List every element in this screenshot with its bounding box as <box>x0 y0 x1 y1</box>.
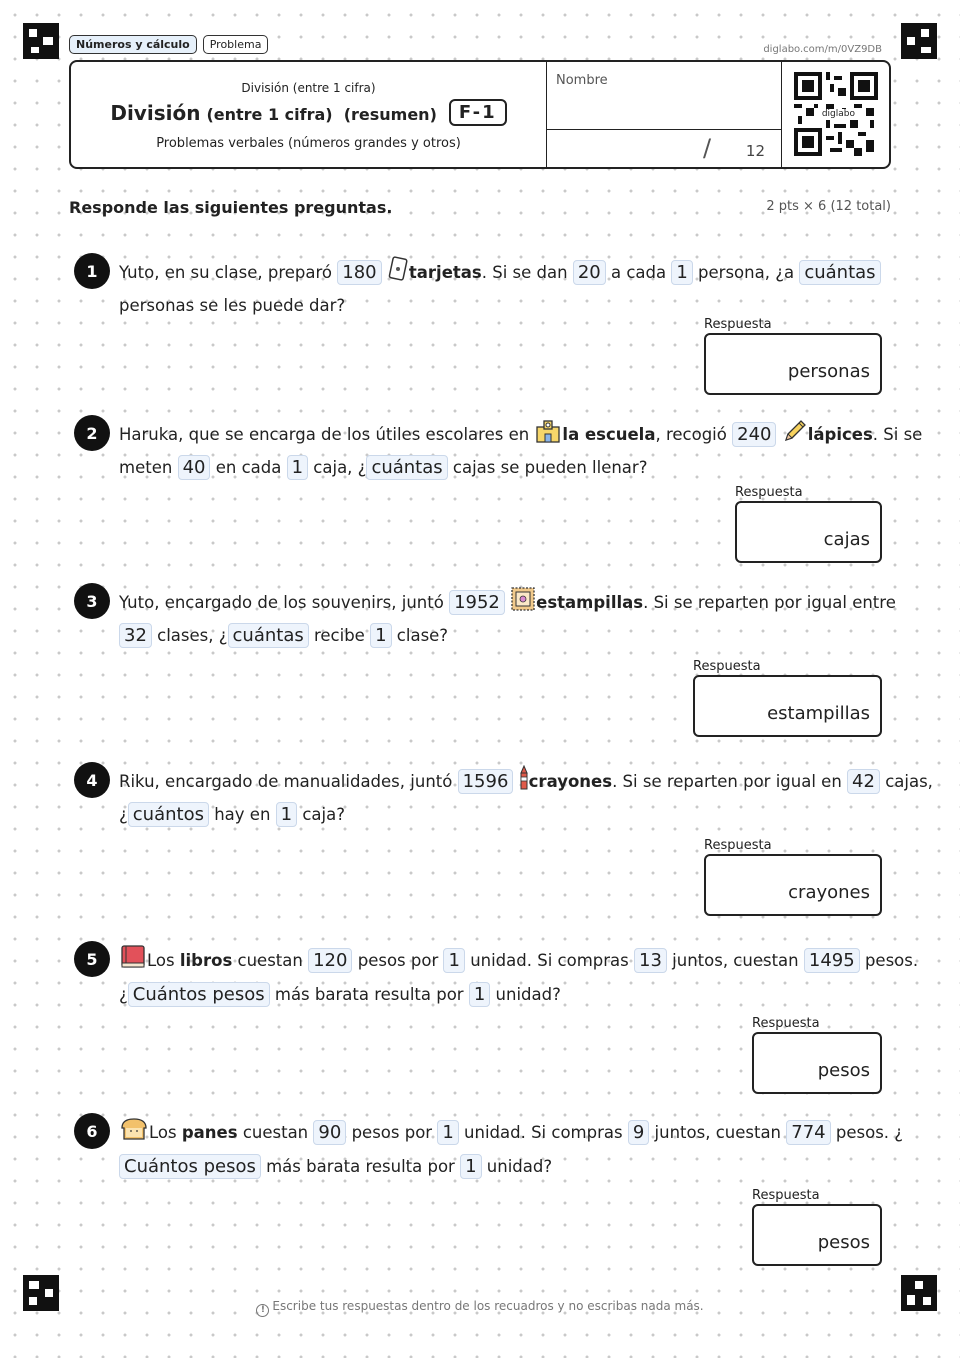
bread-icon <box>119 1116 149 1142</box>
number-box: 1952 <box>449 590 505 615</box>
corner-marker-top-right <box>901 23 937 59</box>
worksheet-header <box>69 60 891 169</box>
answer-box-6[interactable] <box>752 1204 882 1266</box>
answer-unit: cajas <box>823 529 870 550</box>
question-text-line-1: Yuto, en su clase, preparó 180 tarjetas. Si se dan 20 a cada 1 persona, ¿a cuántas <box>119 256 889 289</box>
tag-type: Problema <box>203 35 269 54</box>
question-number: 2 <box>74 415 110 451</box>
word-box: cuántas <box>799 260 880 285</box>
question-text-line-1: Riku, encargado de manualidades, juntó 1596 crayones. Si se reparten por igual en 42 cajas, <box>119 765 889 798</box>
question-text-line-2: personas se les puede dar? <box>119 296 346 315</box>
pencil-icon <box>782 418 808 444</box>
question-text-line-1: Haruka, que se encarga de los útiles escolares en la escuela, recogió 240 lápices. Si se <box>119 418 889 451</box>
number-box: 1 <box>287 455 308 480</box>
instructions: Responde las siguientes preguntas. <box>69 198 393 217</box>
answer-label: Respuesta <box>752 1188 820 1203</box>
qr-label: diglabo <box>821 109 855 119</box>
question-text-line-1: Yuto, encargado de los souvenirs, juntó 1952 estampillas. Si se reparten por igual entre <box>119 586 889 619</box>
book-icon <box>119 944 147 970</box>
answer-unit: personas <box>787 361 870 382</box>
word-box: Cuántos pesos <box>128 982 270 1007</box>
number-box: 1 <box>460 1154 481 1179</box>
question-text-line-2: 32 clases, ¿ cuántas recibe 1 clase? <box>119 619 889 652</box>
name-label: Nombre <box>556 73 608 88</box>
number-box: 1 <box>443 948 464 973</box>
header-description: Problemas verbales (números grandes y otros) <box>156 136 461 151</box>
number-box: 32 <box>119 623 152 648</box>
number-box: 40 <box>178 455 211 480</box>
word-box: cuántas <box>228 623 309 648</box>
word-box: cuántas <box>366 455 447 480</box>
number-box: 13 <box>634 948 667 973</box>
number-box: 1596 <box>458 769 514 794</box>
answer-box-4[interactable] <box>704 854 882 916</box>
number-box: 774 <box>786 1120 830 1145</box>
worksheet-url: diglabo.com/m/0VZ9DB <box>763 44 882 55</box>
question-number: 5 <box>74 941 110 977</box>
question-text-line-1: Los libros cuestan 120 pesos por 1 unidad. Si compras 13 juntos, cuestan 1495 pesos. <box>119 944 889 977</box>
number-box: 1495 <box>804 948 860 973</box>
number-box: 1 <box>276 802 297 827</box>
answer-label: Respuesta <box>752 1016 820 1031</box>
title-main: División <box>110 100 201 125</box>
word-box: Cuántos pesos <box>119 1154 261 1179</box>
number-box: 20 <box>573 260 606 285</box>
score-slash: / <box>703 134 712 162</box>
number-box: 1 <box>437 1120 458 1145</box>
title-paren-2: (resumen) <box>343 104 437 124</box>
answer-unit: crayones <box>788 882 870 903</box>
title-paren-1: (entre 1 cifra) <box>206 104 333 124</box>
number-box: 42 <box>847 769 880 794</box>
answer-unit: pesos <box>817 1232 870 1253</box>
answer-box-5[interactable] <box>752 1032 882 1094</box>
school-icon <box>534 418 562 444</box>
word-box: cuántos <box>128 802 209 827</box>
answer-label: Respuesta <box>735 485 803 500</box>
worksheet-code: F-1 <box>449 99 507 126</box>
question-number: 4 <box>74 762 110 798</box>
number-box: 240 <box>732 422 776 447</box>
name-score-divider <box>547 129 781 130</box>
answer-unit: estampillas <box>767 703 870 724</box>
question-number: 3 <box>74 583 110 619</box>
number-box: 9 <box>628 1120 649 1145</box>
question-number: 6 <box>74 1113 110 1149</box>
question-text-line-2: ¿ Cuántos pesos más barata resulta por 1 unidad? <box>119 984 561 1005</box>
answer-label: Respuesta <box>693 659 761 674</box>
header-title <box>71 99 546 126</box>
header-subtitle: División (entre 1 cifra) <box>241 81 376 95</box>
header-title-area <box>71 62 546 167</box>
tag-category: Números y cálculo <box>69 35 197 54</box>
number-box: 180 <box>337 260 381 285</box>
corner-marker-top-left <box>23 23 59 59</box>
answer-label: Respuesta <box>704 838 772 853</box>
points-info: 2 pts × 6 (12 total) <box>766 199 891 214</box>
answer-label: Respuesta <box>704 317 772 332</box>
answer-box-2[interactable] <box>735 501 882 563</box>
question-number: 1 <box>74 253 110 289</box>
score-max: 12 <box>745 142 765 160</box>
name-score-area <box>546 62 782 167</box>
category-tags <box>69 35 268 54</box>
question-text-line-2: meten 40 en cada 1 caja, ¿ cuántas cajas se pueden llenar? <box>119 457 648 478</box>
footer-text: Escribe tus respuestas dentro de los recuadros y no escribas nada más. <box>272 1299 704 1313</box>
footer-note <box>0 1299 960 1317</box>
stamp-icon <box>510 586 536 612</box>
card-icon <box>387 256 409 282</box>
number-box: 1 <box>370 623 391 648</box>
info-icon: ! <box>256 1304 269 1317</box>
number-box: 1 <box>671 260 692 285</box>
number-box: 120 <box>308 948 352 973</box>
question-text-line-1: Los panes cuestan 90 pesos por 1 unidad. Si compras 9 juntos, cuestan 774 pesos. ¿ <box>119 1116 889 1149</box>
answer-box-1[interactable] <box>704 333 882 395</box>
number-box: 90 <box>313 1120 346 1145</box>
question-text-line-2: Cuántos pesos más barata resulta por 1 unidad? <box>119 1150 889 1183</box>
number-box: 1 <box>469 982 490 1007</box>
answer-unit: pesos <box>817 1060 870 1081</box>
question-text-line-2: ¿ cuántos hay en 1 caja? <box>119 804 345 825</box>
answer-box-3[interactable] <box>693 675 882 737</box>
crayon-icon <box>519 765 529 791</box>
